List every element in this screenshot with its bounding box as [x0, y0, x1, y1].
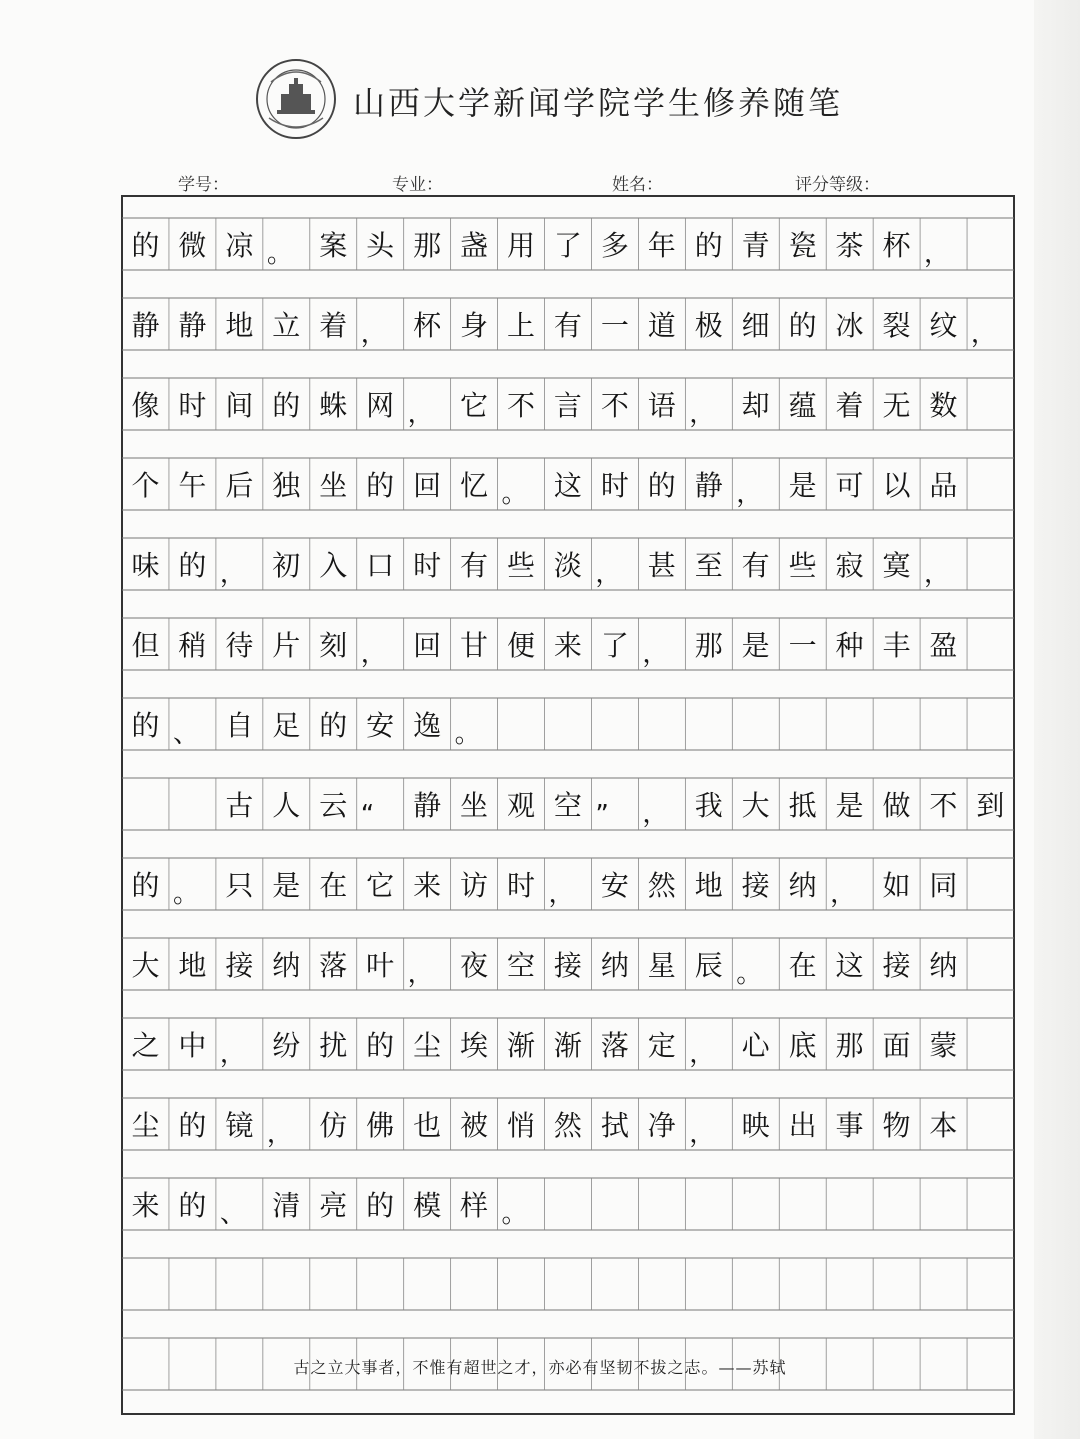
grid-cell	[122, 1258, 169, 1310]
grid-cell	[638, 1258, 685, 1310]
grid-cell: 不	[506, 389, 535, 422]
grid-cell: 坐	[319, 469, 348, 502]
grid-cell	[779, 1178, 826, 1230]
grid-cell	[216, 1258, 263, 1310]
grid-cell: ，	[407, 399, 434, 429]
grid-cell: 以	[882, 469, 911, 502]
grid-cell: 悄	[506, 1109, 535, 1142]
grid-cell: 像	[131, 389, 160, 422]
grid-cell: ，	[407, 959, 434, 989]
grid-cell: 言	[553, 389, 582, 422]
grid-cell: 地	[225, 309, 254, 342]
grid-cell: 多	[600, 229, 629, 262]
grid-cell	[732, 1258, 779, 1310]
grid-cell: 我	[694, 789, 723, 822]
grid-cell	[967, 1018, 1014, 1070]
grid-cell: 接	[741, 869, 770, 902]
grid-cell: 口	[366, 549, 395, 582]
grid-cell: 网	[366, 389, 395, 422]
grid-cell: 上	[506, 309, 535, 342]
grid-cell: 了	[600, 629, 629, 662]
grid-cell: 事	[835, 1109, 864, 1142]
grid-cell: 有	[553, 309, 582, 342]
grid-cell: 时	[600, 469, 629, 502]
grid-cell: 。	[501, 479, 528, 509]
grid-cell: 年	[647, 229, 676, 262]
grid-cell: 蛛	[319, 389, 348, 422]
grid-cell	[967, 1098, 1014, 1150]
grid-cell: ，	[923, 239, 950, 269]
grid-cell: 的	[178, 549, 207, 582]
grid-cell: 尘	[413, 1029, 442, 1062]
grid-cell: 便	[506, 629, 535, 662]
grid-cell	[920, 1258, 967, 1310]
grid-cell: 纳	[788, 869, 817, 902]
grid-cell: 空	[553, 789, 582, 822]
grid-cell	[685, 1258, 732, 1310]
grid-cell: 案	[319, 229, 348, 262]
grid-cell: 被	[460, 1109, 489, 1142]
grid-cell: 着	[319, 309, 348, 342]
grid-cell: 样	[460, 1189, 489, 1222]
grid-cell: 纹	[929, 309, 958, 342]
grid-cell: 落	[600, 1029, 629, 1062]
essay-row	[122, 698, 1014, 750]
grid-cell: 埃	[460, 1029, 489, 1062]
grid-cell: 间	[225, 389, 254, 422]
grid-cell: 抵	[788, 789, 817, 822]
grid-cell: ，	[923, 559, 950, 589]
grid-cell: 时	[506, 869, 535, 902]
grid-cell: 叶	[366, 949, 395, 982]
grid-cell: 个	[131, 469, 160, 502]
grid-cell: 寞	[882, 549, 911, 582]
grid-cell: 的	[178, 1189, 207, 1222]
grid-cell	[544, 1258, 591, 1310]
grid-cell: 不	[929, 789, 958, 822]
grid-cell	[967, 378, 1014, 430]
grid-cell: 自	[225, 709, 254, 742]
grid-cell: 星	[647, 949, 676, 982]
grid-cell: 甚	[647, 549, 676, 582]
grid-cell: 清	[272, 1189, 301, 1222]
grid-cell: 安	[600, 869, 629, 902]
grid-cell: 映	[741, 1109, 770, 1142]
grid-cell: 底	[788, 1029, 817, 1062]
grid-cell: 静	[413, 789, 442, 822]
grid-cell	[498, 1258, 545, 1310]
major-label: 专业：	[392, 175, 443, 195]
grid-cell: 凉	[225, 229, 254, 262]
grid-cell: ，	[548, 879, 575, 909]
grid-cell: 静	[178, 309, 207, 342]
grid-cell: 冰	[835, 309, 864, 342]
grid-cell: 拭	[600, 1109, 629, 1142]
grid-cell: 但	[131, 629, 160, 662]
grid-cell: 做	[882, 789, 911, 822]
grid-cell: 时	[413, 549, 442, 582]
grid-cell: 数	[929, 389, 958, 422]
grid-cell: 的	[366, 1189, 395, 1222]
grid-cell: 身	[460, 309, 489, 342]
grade-label: 评分等级：	[795, 175, 880, 195]
grid-cell: 裂	[882, 309, 911, 342]
grid-cell: 后	[225, 469, 254, 502]
grid-cell	[967, 538, 1014, 590]
grid-cell	[169, 778, 216, 830]
grid-cell: 青	[741, 229, 770, 262]
grid-cell: 一	[600, 309, 629, 342]
grid-cell: 接	[225, 949, 254, 982]
grid-cell	[779, 698, 826, 750]
grid-cell: 的	[131, 229, 160, 262]
grid-cell: ，	[642, 799, 669, 829]
grid-cell	[544, 1178, 591, 1230]
grid-cell	[544, 698, 591, 750]
grid-cell	[685, 1178, 732, 1230]
grid-cell: 。	[454, 719, 481, 749]
grid-cell: 忆	[460, 469, 489, 502]
grid-cell: 立	[272, 309, 301, 342]
name-label: 姓名：	[612, 175, 663, 195]
grid-cell	[263, 1258, 310, 1310]
grid-cell: 道	[647, 309, 676, 342]
grid-cell: 出	[788, 1109, 817, 1142]
grid-cell: 落	[319, 949, 348, 982]
grid-cell: 头	[366, 229, 395, 262]
grid-cell: 观	[506, 789, 535, 822]
grid-cell	[967, 618, 1014, 670]
essay-row	[122, 1098, 1014, 1150]
grid-cell: 纳	[929, 949, 958, 982]
page-title: 山西大学新闻学院学生修养随笔	[353, 84, 844, 122]
grid-cell: 了	[553, 229, 582, 262]
essay-row	[122, 938, 1014, 990]
footer-quote: 古之立大事者，不惟有超世之才，亦必有坚韧不拔之志。——苏轼	[293, 1358, 787, 1377]
grid-cell	[310, 1258, 357, 1310]
grid-cell: 午	[178, 469, 207, 502]
grid-cell: 坐	[460, 789, 489, 822]
grid-cell: 纷	[272, 1029, 301, 1062]
grid-cell: 大	[741, 789, 770, 822]
grid-cell: 回	[413, 629, 442, 662]
grid-cell: 来	[553, 629, 582, 662]
grid-cell: 的	[694, 229, 723, 262]
grid-cell: 然	[553, 1109, 582, 1142]
grid-cell: 茶	[835, 229, 864, 262]
grid-cell	[779, 1258, 826, 1310]
grid-cell	[967, 858, 1014, 910]
grid-cell: 是	[741, 629, 770, 662]
grid-cell: 接	[553, 949, 582, 982]
grid-cell: 中	[178, 1029, 207, 1062]
grid-cell: 淡	[553, 549, 582, 582]
grid-cell: 辰	[694, 949, 723, 982]
grid-cell: 稍	[178, 629, 207, 662]
grid-cell: 访	[460, 869, 489, 902]
grid-cell: 这	[835, 949, 864, 982]
grid-cell: 的	[131, 709, 160, 742]
grid-cell: 那	[694, 629, 723, 662]
grid-cell: 的	[272, 389, 301, 422]
grid-cell	[357, 1258, 404, 1310]
grid-cell	[967, 1258, 1014, 1310]
grid-cell: 些	[506, 549, 535, 582]
grid-cell: 来	[131, 1189, 160, 1222]
grid-cell: 至	[694, 549, 723, 582]
grid-cell: 片	[272, 629, 301, 662]
grid-cell: 细	[741, 309, 770, 342]
grid-cell: ，	[689, 399, 716, 429]
grid-cell: 初	[272, 549, 301, 582]
grid-cell	[169, 1258, 216, 1310]
grid-cell: 却	[741, 389, 770, 422]
grid-cell: 纳	[600, 949, 629, 982]
grid-cell: 极	[694, 309, 723, 342]
grid-cell: 静	[131, 309, 160, 342]
grid-cell: “	[360, 800, 375, 830]
grid-cell: 有	[460, 549, 489, 582]
grid-cell	[873, 698, 920, 750]
grid-cell: 那	[413, 229, 442, 262]
grid-cell: 的	[178, 1109, 207, 1142]
grid-cell: 时	[178, 389, 207, 422]
grid-cell: 。	[172, 879, 199, 909]
grid-cell	[404, 1258, 451, 1310]
grid-cell: 寂	[835, 549, 864, 582]
grid-cell	[498, 698, 545, 750]
grid-cell: ，	[266, 1119, 293, 1149]
grid-cell: ，	[360, 319, 387, 349]
grid-cell: 静	[694, 469, 723, 502]
grid-cell: 地	[178, 949, 207, 982]
grid-cell	[638, 1178, 685, 1230]
grid-cell: 夜	[460, 949, 489, 982]
grid-cell: 它	[460, 389, 489, 422]
grid-cell: 渐	[506, 1029, 535, 1062]
grid-cell: 有	[741, 549, 770, 582]
grid-cell: 佛	[366, 1109, 395, 1142]
grid-cell	[967, 938, 1014, 990]
grid-cell: 地	[694, 869, 723, 902]
grid-cell	[967, 1178, 1014, 1230]
grid-cell: ，	[219, 559, 246, 589]
grid-cell: 如	[882, 869, 911, 902]
grid-cell: 入	[319, 549, 348, 582]
grid-cell: 本	[929, 1109, 958, 1142]
grid-cell: 品	[929, 469, 958, 502]
essay-row	[122, 1178, 1014, 1230]
grid-cell: 然	[647, 869, 676, 902]
grid-cell: 扰	[319, 1029, 348, 1062]
student-id-label: 学号：	[178, 175, 229, 195]
essay-row	[122, 778, 1014, 830]
grid-cell: ，	[970, 319, 997, 349]
grid-cell: 同	[929, 869, 958, 902]
grid-cell: 定	[647, 1029, 676, 1062]
grid-cell: 丰	[882, 629, 911, 662]
grid-cell: 人	[272, 789, 301, 822]
grid-cell: 用	[506, 229, 535, 262]
grid-cell	[591, 1258, 638, 1310]
grid-cell: 净	[647, 1109, 676, 1142]
grid-cell: ”	[595, 800, 609, 830]
grid-cell: ，	[689, 1119, 716, 1149]
grid-cell: 杯	[882, 229, 911, 262]
grid-cell	[920, 698, 967, 750]
essay-row	[122, 218, 1014, 270]
grid-cell: 种	[835, 629, 864, 662]
grid-cell: 纳	[272, 949, 301, 982]
essay-row	[122, 858, 1014, 910]
grid-cell: 、	[219, 1199, 246, 1229]
grid-cell: 。	[736, 959, 763, 989]
grid-cell: ，	[689, 1039, 716, 1069]
grid-cell	[591, 1178, 638, 1230]
essay-row	[122, 538, 1014, 590]
grid-cell: 蕴	[788, 389, 817, 422]
grid-cell: 面	[882, 1029, 911, 1062]
grid-cell	[685, 698, 732, 750]
grid-cell: 也	[413, 1109, 442, 1142]
essay-row	[122, 1018, 1014, 1070]
grid-cell: 来	[413, 869, 442, 902]
grid-cell	[967, 458, 1014, 510]
grid-cell: 无	[882, 389, 911, 422]
grid-cell: 是	[788, 469, 817, 502]
grid-cell: ，	[360, 639, 387, 669]
grid-cell: 空	[506, 949, 535, 982]
grid-cell: 仿	[319, 1109, 348, 1142]
grid-cell	[873, 1178, 920, 1230]
grid-cell: 的	[131, 869, 160, 902]
grid-cell: 待	[225, 629, 254, 662]
grid-cell: 独	[272, 469, 301, 502]
grid-cell: 云	[319, 789, 348, 822]
grid-cell: 之	[131, 1029, 160, 1062]
grid-cell: 盏	[460, 229, 489, 262]
grid-cell: ，	[642, 639, 669, 669]
grid-cell: 物	[882, 1109, 911, 1142]
grid-cell	[826, 1178, 873, 1230]
grid-cell: 它	[366, 869, 395, 902]
grid-cell: 逸	[413, 709, 442, 742]
essay-row	[122, 378, 1014, 430]
grid-cell: 接	[882, 949, 911, 982]
grid-cell: 足	[272, 709, 301, 742]
grid-cell: 的	[366, 469, 395, 502]
grid-cell: ，	[830, 879, 857, 909]
grid-cell: 。	[501, 1199, 528, 1229]
grid-cell: 是	[835, 789, 864, 822]
grid-cell: ，	[736, 479, 763, 509]
grid-cell: 渐	[553, 1029, 582, 1062]
grid-cell: 味	[131, 549, 160, 582]
essay-row	[122, 618, 1014, 670]
grid-cell: 这	[553, 469, 582, 502]
grid-cell: 不	[600, 389, 629, 422]
grid-cell: 杯	[413, 309, 442, 342]
grid-cell	[591, 698, 638, 750]
grid-cell: 古	[225, 789, 254, 822]
grid-cell: 在	[319, 869, 348, 902]
grid-cell: 一	[788, 629, 817, 662]
grid-cell: 着	[835, 389, 864, 422]
grid-cell: 是	[272, 869, 301, 902]
grid-cell: 微	[178, 229, 207, 262]
grid-cell: 回	[413, 469, 442, 502]
grid-cell	[638, 698, 685, 750]
grid-cell: 的	[788, 309, 817, 342]
grid-cell: 到	[976, 789, 1005, 822]
grid-cell: 可	[835, 469, 864, 502]
grid-cell: 。	[266, 239, 293, 269]
grid-cell	[967, 218, 1014, 270]
grid-cell	[826, 1258, 873, 1310]
grid-cell: 的	[319, 709, 348, 742]
grid-cell: 镜	[225, 1109, 254, 1142]
essay-row	[122, 1258, 1014, 1310]
grid-cell	[732, 1178, 779, 1230]
grid-cell: 瓷	[788, 229, 817, 262]
grid-cell	[122, 778, 169, 830]
grid-cell: 只	[225, 869, 254, 902]
grid-cell	[732, 698, 779, 750]
grid-cell: 大	[131, 949, 160, 982]
grid-cell: 心	[741, 1029, 770, 1062]
grid-cell: 亮	[319, 1189, 348, 1222]
grid-cell: 那	[835, 1029, 864, 1062]
grid-cell	[826, 698, 873, 750]
grid-cell	[967, 698, 1014, 750]
grid-cell: 的	[647, 469, 676, 502]
grid-cell: 蒙	[929, 1029, 958, 1062]
grid-cell: ，	[219, 1039, 246, 1069]
grid-cell: 尘	[131, 1109, 160, 1142]
essay-row	[122, 458, 1014, 510]
essay-row	[122, 298, 1014, 350]
grid-cell: 在	[788, 949, 817, 982]
grid-cell	[920, 1178, 967, 1230]
grid-cell: 盈	[929, 629, 958, 662]
grid-cell: 语	[647, 389, 676, 422]
grid-cell	[873, 1258, 920, 1310]
grid-cell: ，	[595, 559, 622, 589]
grid-cell: 模	[413, 1189, 442, 1222]
grid-cell: 些	[788, 549, 817, 582]
grid-cell: 刻	[319, 629, 348, 662]
grid-cell: 甘	[460, 629, 489, 662]
grid-cell: 的	[366, 1029, 395, 1062]
grid-cell: 安	[366, 709, 395, 742]
grid-cell	[451, 1258, 498, 1310]
grid-cell: 、	[172, 719, 199, 749]
